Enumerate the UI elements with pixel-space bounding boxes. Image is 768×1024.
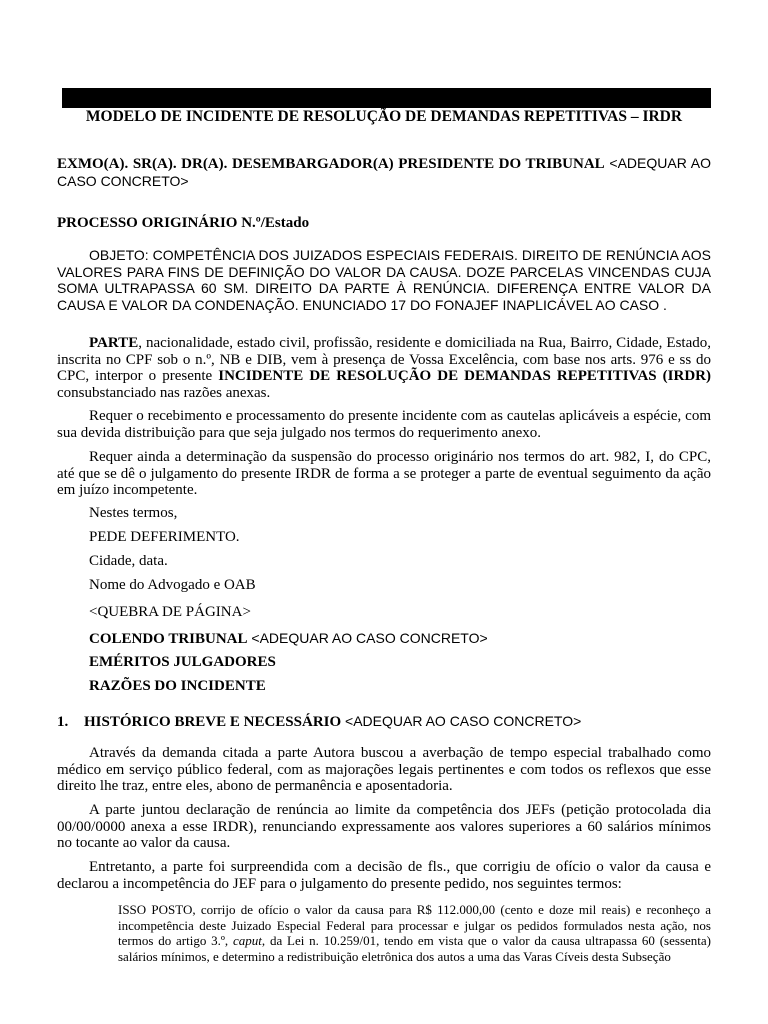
paragraph-juntou: A parte juntou declaração de renúncia ao limite da competência dos JEFs (petição protocolada dia 00/00/0000 anexa a esse IRDR), renunciando expressamente aos valores superiores a 60 salários mínimos no tocante ao valor da causa.	[57, 802, 711, 851]
closing-line: Nome do Advogado e OAB	[89, 577, 256, 593]
document-title: MODELO DE INCIDENTE DE RESOLUÇÃO DE DEMANDAS REPETITIVAS – IRDR	[85, 108, 683, 125]
parte-paragraph	[57, 335, 711, 401]
parte-text-1: , nacionalidade, estado civil, profissão, residente e domiciliada na Rua, Bairro, Cidade, Estado, inscrita no CPF sob o n.º, NB e DIB, vem à presença de Vossa Excelência, com base nos arts. 976 e ss do CPC, interpor o presente	[57, 335, 711, 384]
paragraph-entretanto: Entretanto, a parte foi surpreendida com a decisão de fls., que corrigiu de ofício o valor da causa e declarou a incompetência do JEF para o julgamento do presente pedido, nos seguintes termos:	[57, 859, 711, 892]
process-number: PROCESSO ORIGINÁRIO N.º/Estado	[57, 215, 310, 231]
section-placeholder: <ADEQUAR AO CASO CONCRETO>	[341, 713, 582, 729]
page-break-marker: <QUEBRA DE PÁGINA>	[89, 604, 251, 620]
colendo-placeholder: <ADEQUAR AO CASO CONCRETO>	[247, 630, 488, 646]
quote-text-1: ISSO POSTO, corrijo de ofício o valor da causa para R$ 112.000,00 (cento e doze mil reais) e reconheço a incompetência deste Juizado Especial Federal para processar e julgar os pedidos formulados nesta ação, nos termos do artigo 3.º,	[118, 902, 711, 948]
colendo-bold: COLENDO TRIBUNAL	[89, 631, 248, 647]
top-black-bar	[62, 88, 711, 108]
decision-quote	[118, 902, 711, 964]
parte-lead: PARTE	[89, 335, 139, 351]
closing-line: Nestes termos,	[89, 505, 178, 521]
paragraph-atraves: Através da demanda citada a parte Autora buscou a averbação de tempo especial trabalhado como médico em serviço público federal, com as majorações legais pertinentes e com todos os reflexos que esse direito lhe traz, entre eles, abono de permanência e aposentadoria.	[57, 745, 711, 794]
quote-text-2: , da Lei n. 10.259/01, tendo em vista que o valor da causa ultrapassa 60 (sessenta) salários mínimos, e determino a redistribuição eletrônica dos autos a uma das Varas Cíveis desta Subseção	[118, 933, 711, 964]
colendo-heading	[89, 630, 488, 648]
addressee-placeholder: <ADEQUAR AO CASO CONCRETO>	[57, 155, 711, 189]
parte-bold: INCIDENTE DE RESOLUÇÃO DE DEMANDAS REPETITIVAS (IRDR)	[218, 368, 711, 384]
addressee	[57, 155, 711, 190]
addressee-bold: EXMO(A). SR(A). DR(A). DESEMBARGADOR(A) PRESIDENTE DO TRIBUNAL	[57, 156, 605, 172]
objeto-paragraph: OBJETO: COMPETÊNCIA DOS JUIZADOS ESPECIAIS FEDERAIS. DIREITO DE RENÚNCIA AOS VALORES PARA FINS DE DEFINIÇÃO DO VALOR DA CAUSA. DOZE PARCELAS VINCENDAS CUJA SOMA ULTRAPASSA 60 SM. DIREITO DA PARTE À RENÚNCIA. DIFERENÇA ENTRE VALOR DA CAUSA E VALOR DA CONDENAÇÃO. ENUNCIADO 17 DO FONAJEF INAPLICÁVEL AO CASO .	[57, 247, 711, 313]
requer-paragraph-2: Requer ainda a determinação da suspensão do processo originário nos termos do art. 982, I, do CPC, até que se dê o julgamento do presente IRDR de forma a se proteger a parte de eventual seguimento da ação em juízo incompetente.	[57, 449, 711, 498]
section-number: 1.	[57, 714, 69, 730]
requer-paragraph-1: Requer o recebimento e processamento do presente incidente com as cautelas aplicáveis a espécie, com sua devida distribuição para que seja julgado nos termos do requerimento anexo.	[57, 408, 711, 441]
closing-line: Cidade, data.	[89, 553, 168, 569]
parte-text-2: consubstanciado nas razões anexas.	[57, 384, 271, 401]
closing-line: PEDE DEFERIMENTO.	[89, 529, 240, 545]
section-title: HISTÓRICO BREVE E NECESSÁRIO	[84, 714, 342, 730]
quote-italic: caput	[233, 933, 262, 948]
emeritos-heading: EMÉRITOS JULGADORES	[89, 654, 276, 670]
section-1-heading	[57, 713, 711, 731]
razoes-heading: RAZÕES DO INCIDENTE	[89, 678, 266, 694]
